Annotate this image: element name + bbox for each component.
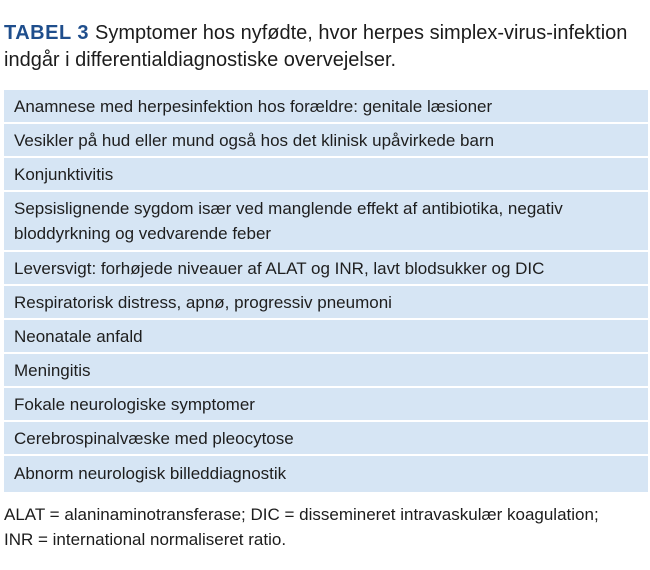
table-row: Vesikler på hud eller mund også hos det klinisk upåvirkede barn xyxy=(4,124,648,158)
table-row: Respiratorisk distress, apnø, progressiv pneumoni xyxy=(4,286,648,320)
table-row: Konjunktivitis xyxy=(4,158,648,192)
table-row: Sepsislignende sygdom især ved manglende effekt af antibiotika, negativ bloddyrkning og vedvarende feber xyxy=(4,192,648,252)
table-title: Symptomer hos nyfødte, hvor herpes simplex-virus-infektion indgår i differentialdiagnostiske overvejelser. xyxy=(4,22,628,71)
symptoms-table xyxy=(4,90,648,492)
table-row: Abnorm neurologisk billeddiagnostik xyxy=(14,463,287,483)
table-caption xyxy=(4,20,646,74)
table-row: Neonatale anfald xyxy=(4,320,648,354)
table-row: Anamnese med herpesinfektion hos forældre: genitale læsioner xyxy=(4,90,648,124)
table-label: TABEL 3 xyxy=(4,22,89,44)
table-row: Leversvigt: forhøjede niveauer af ALAT og INR, lavt blodsukker og DIC xyxy=(4,252,648,286)
table-row: Cerebrospinalvæske med pleocytose xyxy=(4,422,648,456)
table-row: Fokale neurologiske symptomer xyxy=(4,388,648,422)
table-row: Meningitis xyxy=(4,354,648,388)
table-footnote: ALAT = alaninaminotransferase; DIC = dissemineret intravaskulær koagulation; INR = international normaliseret ratio. xyxy=(4,505,599,549)
